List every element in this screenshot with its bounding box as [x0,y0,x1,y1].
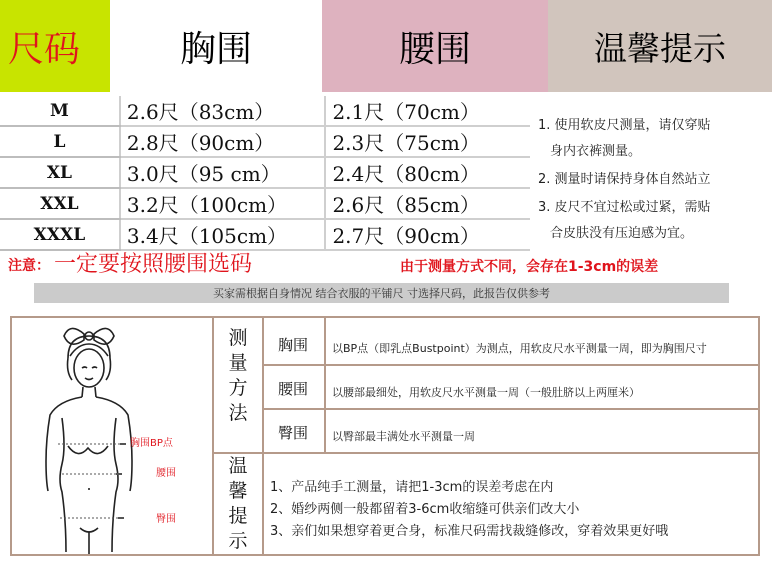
warm-tips-title-char: 提 [228,505,248,527]
warm-tip-1: 1、产品纯手工测量，请把1-3cm的误差考虑在内 [270,480,554,495]
waist-cell: 2.3尺（75cm） [325,126,530,157]
tip-3b: 合皮肤没有压迫感为宜。 [550,226,694,241]
note [8,248,252,278]
size-cell: XL [0,157,120,188]
method-text-hip: 以臀部最丰满处水平测量一周 [332,430,475,443]
measure-panel [10,316,760,556]
warm-tips-title [214,454,262,554]
header-waist [322,0,548,92]
header-size-label: 尺码 [8,28,81,70]
method-text-waist: 以腰部最细处，用软皮尺水平测量一周（一般肚脐以上两厘米） [332,386,640,399]
warm-tip-2: 2、婚纱两侧一般都留着3-6cm收缩缝可供亲们改大小 [270,502,580,517]
tips-list [538,114,770,250]
warm-tips-title-char: 馨 [228,480,248,502]
waist-cell: 2.7尺（90cm） [325,219,530,250]
figure-label-hip: 臀围 [156,514,176,525]
figure-label-bust: 胸围BP点 [130,438,173,449]
method-title [214,326,262,426]
method-label-hip: 臀围 [277,424,308,442]
note-label: 注意： [8,258,50,274]
method-title-char: 方 [228,377,248,399]
method-title-char: 测 [228,327,248,349]
divider [324,318,326,452]
tip-3a: 3. 皮尺不宜过松或过紧，需贴 [538,200,711,215]
reference-banner [34,283,729,303]
table-row [0,157,530,188]
method-label-chest: 胸围 [277,336,308,354]
divider [212,452,758,454]
method-title-char: 法 [228,402,248,424]
header-size [0,0,110,92]
tip-1a: 1. 使用软皮尺测量，请仅穿贴 [538,118,711,133]
header-tips [548,0,772,92]
table-row [0,126,530,157]
size-table [0,96,530,251]
waist-cell: 2.4尺（80cm） [325,157,530,188]
method-label-waist: 腰围 [277,380,308,398]
divider [262,452,264,554]
warm-tip-3: 3、亲们如果想穿着更合身，标准尺码需找裁缝修改，穿着效果更好哦 [270,524,669,539]
header-chest [110,0,322,92]
waist-cell: 2.6尺（85cm） [325,188,530,219]
warm-tips-title-char: 温 [228,455,248,477]
warm-tips-title-char: 示 [228,530,248,552]
size-cell: XXXL [0,219,120,250]
size-cell: L [0,126,120,157]
header-chest-label: 胸围 [179,28,252,70]
method-title-char: 量 [228,352,248,374]
divider [262,408,758,410]
banner-text: 买家需根据自身情况 结合衣服的平铺尺 寸选择尺码，此报告仅供参考 [213,287,550,300]
table-row [0,188,530,219]
chest-cell: 3.0尺（95 cm） [120,157,326,188]
table-row [0,219,530,250]
note-text: 一定要按照腰围选码 [54,252,253,277]
chest-cell: 2.8尺（90cm） [120,126,326,157]
body-outline-icon [12,318,212,554]
header-tips-label: 温馨提示 [594,28,726,68]
body-figure [12,318,214,554]
table-row [0,96,530,126]
note-error-range: 由于测量方式不同，会存在1-3cm的误差 [400,259,659,275]
waist-cell: 2.1尺（70cm） [325,96,530,126]
divider [262,364,758,366]
tip-2: 2. 测量时请保持身体自然站立 [538,172,711,187]
header-waist-label: 腰围 [398,28,471,70]
size-cell: XXL [0,188,120,219]
chest-cell: 2.6尺（83cm） [120,96,326,126]
chest-cell: 3.2尺（100cm） [120,188,326,219]
chest-cell: 3.4尺（105cm） [120,219,326,250]
tip-1b: 身内衣裤测量。 [550,144,642,159]
method-text-chest: 以BP点（即乳点Bustpoint）为测点，用软皮尺水平测量一周，即为胸围尺寸 [332,342,707,355]
size-cell: M [0,96,120,126]
figure-label-waist: 腰围 [156,468,176,479]
